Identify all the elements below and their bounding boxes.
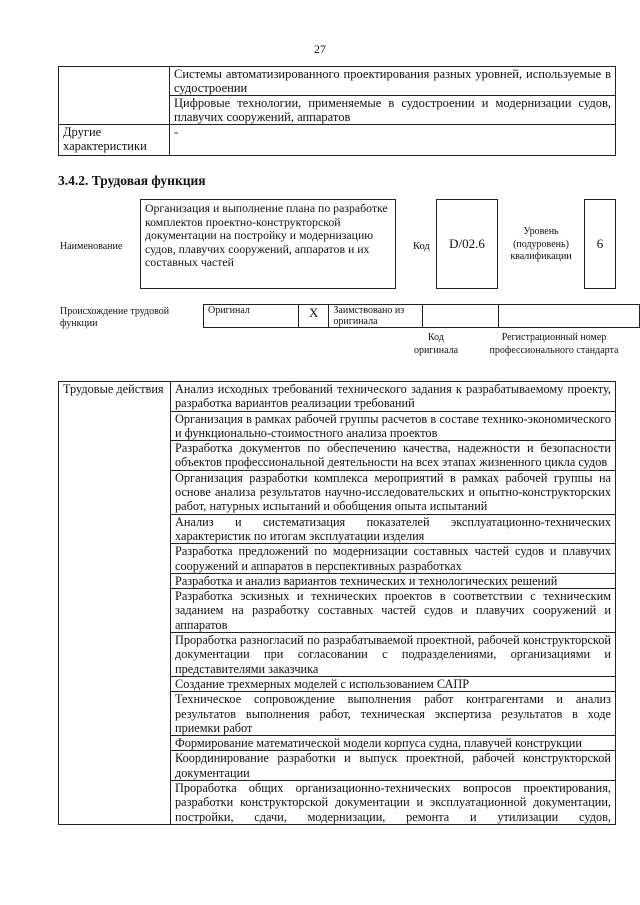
reg-number-caption: Регистрационный номер профессионального стандарта [489, 332, 619, 356]
labor-action-item: Техническое сопровождение выполнения работ контрагентами и анализ результатов выполнения работ, техническая экспертиза результатов в ходе приемки работ [171, 692, 616, 736]
section-title: 3.4.2. Трудовая функция [58, 173, 206, 188]
labor-action-item: Анализ и систематизация показателей эксплуатационно-технических характеристик по итогам эксплуатации изделия [171, 514, 616, 544]
row-text: - [170, 125, 616, 156]
page-number: 27 [314, 42, 326, 56]
origin-table [203, 304, 640, 328]
labor-action-item: Разработка эскизных и технических проектов в соответствии с техническим заданием на разработку составных частей судов и плавучих сооружений и аппаратов [171, 589, 616, 633]
labor-action-item: Организация в рамках рабочей группы расчетов в составе технико-экономического и функционально-стоимостного анализа проектов [171, 411, 616, 441]
labor-action-item: Координирование разработки и выпуск проектной, рабочей конструкторской документации [171, 751, 616, 781]
level-label: Уровень (подуровень) квалификации [510, 226, 572, 262]
code-value-box: D/02.6 [436, 199, 498, 289]
function-name-box: Организация и выполнение плана по разработке комплектов проектно-конструкторской документации на постройку и модернизацию судов, плавучих сооружений, аппаратов и их составных частей [140, 199, 396, 289]
labor-action-item: Создание трехмерных моделей с использованием САПР [171, 676, 616, 691]
row-label [59, 67, 170, 125]
labor-action-item: Проработка разногласий по разрабатываемой проектной, рабочей конструкторской документации при согласовании с подразделениями, организациями и представителями заказчика [171, 633, 616, 677]
origin-reg-cell [499, 305, 640, 328]
original-mark: X [298, 305, 328, 328]
origin-label: Происхождение трудовой функции [60, 306, 170, 329]
level-value-box: 6 [584, 199, 616, 289]
original-label: Оригинал [204, 305, 299, 328]
table-row [59, 125, 616, 156]
name-label: Наименование [60, 241, 123, 252]
borrowed-label: Заимствовано из оригинала [329, 305, 423, 328]
code-label: Код [413, 241, 430, 252]
table-row [59, 67, 616, 96]
table-row [59, 382, 616, 412]
row-label-other: Другие характеристики [59, 125, 170, 156]
labor-action-item: Формирование математической модели корпуса судна, плавучей конструкции [171, 736, 616, 751]
labor-action-item: Разработка и анализ вариантов технических и технологических решений [171, 573, 616, 588]
code-origin-caption: Код оригинала [413, 332, 459, 356]
labor-action-item: Разработка документов по обеспечению качества, надежности и безопасности объектов профессиональной деятельности на всех этапах жизненного цикла судов [171, 441, 616, 471]
labor-action-item: Анализ исходных требований технического задания к разрабатываемому проекту, разработка вариантов реализации требований [171, 382, 616, 412]
labor-actions-label: Трудовые действия [59, 382, 171, 825]
labor-actions-table [58, 381, 616, 825]
labor-action-item: Организация разработки комплекса мероприятий в рамках рабочей группы на основе анализа результатов научно-исследовательских и опытно-конструкторских работ, натурных испытаний и обобщения опыта испытаний [171, 470, 616, 514]
row-text: Системы автоматизированного проектирования разных уровней, используемые в судостроении [170, 67, 616, 96]
labor-action-item: Проработка общих организационно-технических вопросов проектирования, разработки конструкторской документации и эксплуатационной документации, постройки, сдачи, модернизации, ремонта и утилизации судов, [171, 781, 616, 825]
labor-action-item: Разработка предложений по модернизации составных частей судов и плавучих сооружений и аппаратов в перспективных разработках [171, 544, 616, 574]
table-row [204, 305, 640, 328]
characteristics-table [58, 66, 616, 156]
row-text: Цифровые технологии, применяемые в судостроении и модернизации судов, плавучих сооружений, аппаратов [170, 96, 616, 125]
origin-code-cell [423, 305, 499, 328]
